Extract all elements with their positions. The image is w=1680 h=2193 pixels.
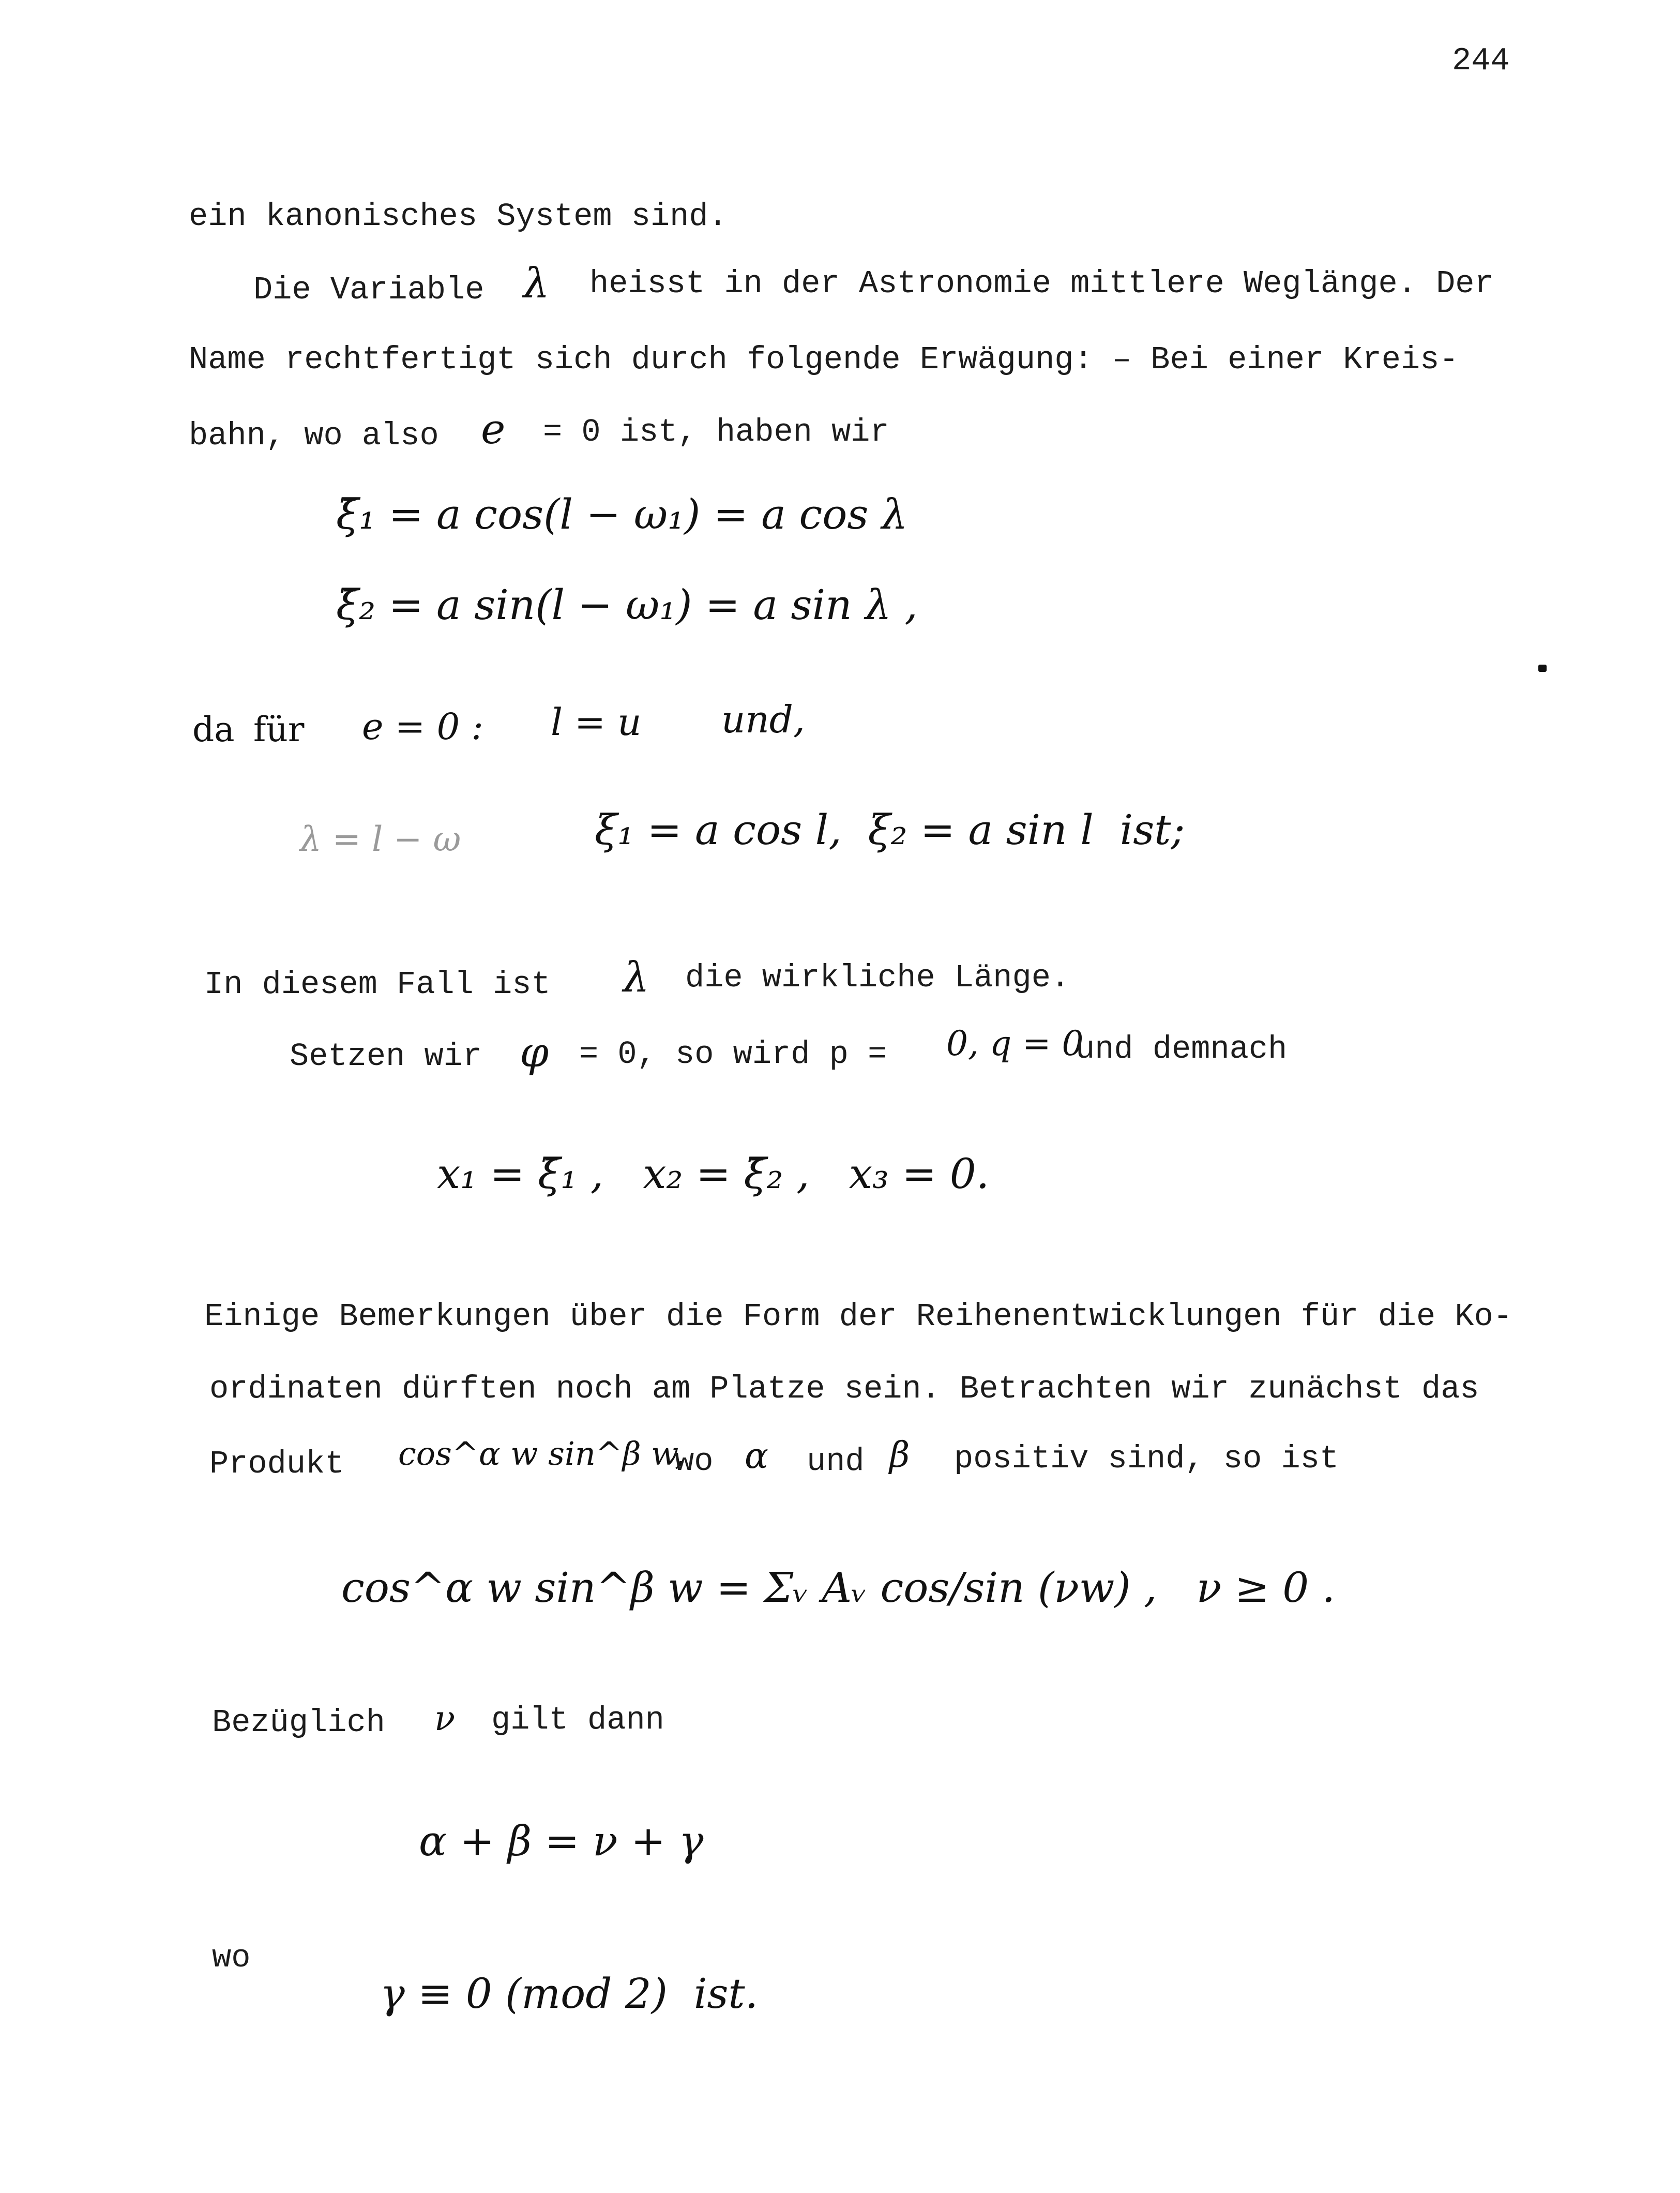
ink-dot — [1538, 665, 1547, 672]
text-line: positiv sind, so ist — [954, 1440, 1339, 1477]
text-line: die wirkliche Länge. — [685, 959, 1070, 996]
text-line: wo — [212, 1940, 251, 1976]
text-line: In diesem Fall ist — [204, 966, 551, 1003]
beta-symbol: β — [889, 1435, 910, 1476]
text-line: ein kanonisches System sind. — [189, 198, 728, 235]
handwritten-equation: ξ̄₁ = a cos(l − ω₁) = a cos λ — [336, 490, 908, 538]
text-line: und demnach — [1076, 1031, 1288, 1068]
text-line: Setzen wir — [290, 1038, 482, 1075]
text-line: bahn, wo also — [189, 417, 439, 454]
text-line: und — [807, 1443, 865, 1480]
handwritten-word: da — [192, 710, 235, 749]
nu-symbol: ν — [434, 1699, 456, 1738]
text-line: heisst in der Astronomie mittlere Weglänge. Der — [589, 265, 1494, 302]
text-line: = 0 ist, haben wir — [543, 414, 889, 450]
handwritten-equation: e = 0 : — [362, 705, 483, 748]
handwritten-equation: γ ≡ 0 (mod 2) ist. — [380, 1970, 759, 2018]
text-line: Name rechtfertigt sich durch folgende Erwägung: – Bei einer Kreis- — [189, 341, 1459, 378]
phi-symbol: φ — [520, 1028, 549, 1076]
faint-handwriting: λ = l − ω — [300, 819, 461, 859]
handwritten-equation: 0, q = 0 — [946, 1024, 1084, 1063]
handwritten-equation: l = u — [551, 700, 642, 744]
page-number: 244 — [1452, 42, 1510, 79]
handwritten-equation: ξ̄₂ = a sin(l − ω₁) = a sin λ , — [336, 581, 918, 629]
e-symbol: e — [481, 405, 506, 453]
text-line: Bezüglich — [212, 1704, 385, 1741]
text-line: = 0, so wird p = — [579, 1036, 887, 1073]
text-line: Produkt — [209, 1446, 344, 1482]
handwritten-word: für — [253, 710, 305, 749]
text-line: Die Variable — [253, 272, 485, 308]
text-line: gilt dann — [491, 1702, 664, 1738]
handwritten-equation: α + β = ν + γ — [419, 1817, 704, 1865]
handwritten-equation: cos^α w sin^β w, — [398, 1435, 685, 1473]
text-line: Einige Bemerkungen über die Form der Reihenentwicklungen für die Ko- — [204, 1298, 1513, 1335]
handwritten-equation: cos^α w sin^β w = Σᵥ Aᵥ cos/sin (νw) , ν ≥ 0 . — [341, 1564, 1335, 1612]
text-line: wo — [675, 1443, 714, 1480]
handwritten-equation: ξ₁ = a cos l, ξ₂ = a sin l ist; — [595, 806, 1185, 854]
lambda-symbol: λ — [623, 953, 649, 1001]
handwritten-equation: x₁ = ξ̄₁ , x₂ = ξ̄₂ , x₃ = 0. — [437, 1150, 990, 1198]
text-line: ordinaten dürften noch am Platze sein. Betrachten wir zunächst das — [209, 1371, 1479, 1407]
alpha-symbol: α — [745, 1436, 768, 1477]
handwritten-word: und, — [721, 698, 805, 741]
lambda-symbol: λ — [523, 259, 550, 307]
